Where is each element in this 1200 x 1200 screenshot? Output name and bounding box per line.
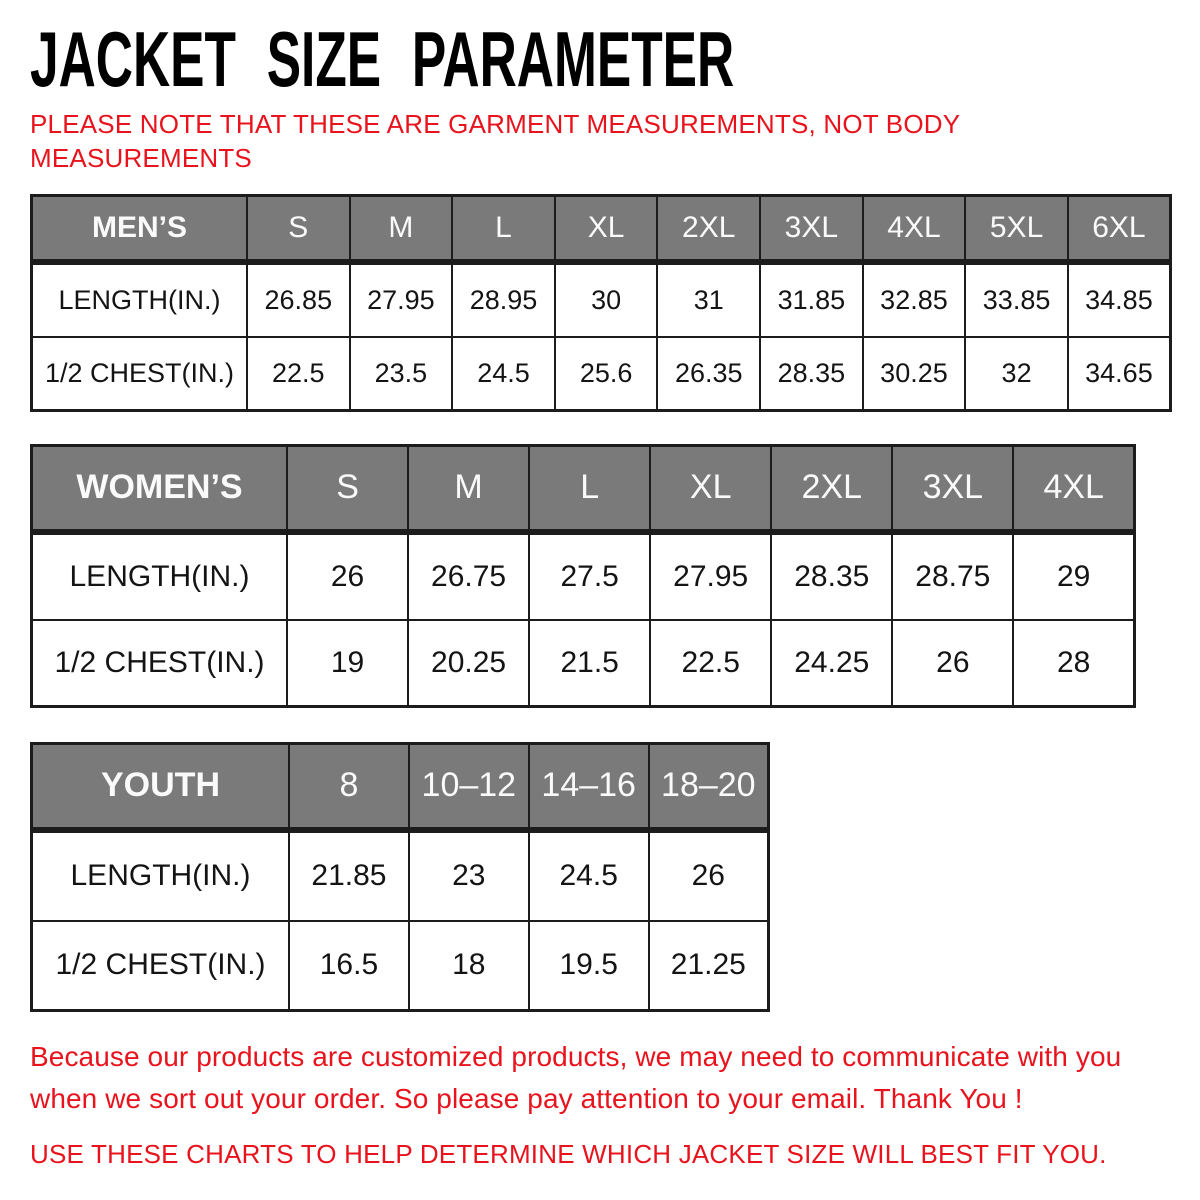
measurement-value-cell: 33.85 [965,262,1068,337]
mens-size-header-cell: 3XL [760,195,863,262]
womens-size-header-cell: 3XL [892,445,1013,532]
page-title: JACKET SIZE PARAMETER [30,15,735,103]
mens-size-header-cell: S [247,195,350,262]
measurement-value-cell: 32 [965,337,1068,411]
youth-group-title-cell: YOUTH [32,743,290,830]
measurement-value-cell: 26 [649,830,769,921]
youth-measurement-row [32,921,769,1011]
womens-size-header-cell: 4XL [1013,445,1134,532]
measurement-value-cell: 16.5 [289,921,409,1011]
mens-measurement-row [32,337,1171,411]
measurement-value-cell: 21.5 [529,620,650,707]
womens-header-row [32,445,1135,532]
measurement-value-cell: 24.5 [452,337,555,411]
youth-size-header-cell: 18–20 [649,743,769,830]
measurement-value-cell: 31.85 [760,262,863,337]
measurement-value-cell: 28.95 [452,262,555,337]
measurement-value-cell: 26 [287,532,408,620]
row-label-cell: LENGTH(IN.) [32,262,248,337]
mens-size-header-cell: 5XL [965,195,1068,262]
measurement-value-cell: 29 [1013,532,1134,620]
mens-size-header-cell: L [452,195,555,262]
measurement-value-cell: 23.5 [350,337,453,411]
measurement-value-cell: 24.25 [771,620,892,707]
measurement-value-cell: 27.5 [529,532,650,620]
customization-notice [30,1036,1200,1120]
row-label-cell: LENGTH(IN.) [32,532,288,620]
measurement-value-cell: 19 [287,620,408,707]
mens-header-row [32,195,1171,262]
mens-size-header-cell: 6XL [1068,195,1171,262]
womens-size-header-cell: XL [650,445,771,532]
row-label-cell: 1/2 CHEST(IN.) [32,921,290,1011]
youth-size-header-cell: 14–16 [529,743,649,830]
measurement-value-cell: 31 [657,262,760,337]
youth-header-row [32,743,769,830]
mens-group-title-cell: MEN’S [32,195,248,262]
mens-size-header-cell: XL [555,195,658,262]
measurement-value-cell: 34.65 [1068,337,1171,411]
womens-size-table [30,444,1136,708]
customization-notice-line-1: Because our products are customized products, we may need to communicate with you [30,1040,1122,1072]
mens-size-header-cell: 4XL [863,195,966,262]
womens-group-title-cell: WOMEN’S [32,445,288,532]
measurement-value-cell: 21.85 [289,830,409,921]
measurement-value-cell: 26.85 [247,262,350,337]
womens-size-header-cell: L [529,445,650,532]
measurement-value-cell: 26.75 [408,532,529,620]
mens-size-header-cell: 2XL [657,195,760,262]
measurement-value-cell: 28.35 [760,337,863,411]
measurement-value-cell: 21.25 [649,921,769,1011]
row-label-cell: 1/2 CHEST(IN.) [32,620,288,707]
measurement-value-cell: 22.5 [247,337,350,411]
customization-notice-line-2: when we sort out your order. So please pay attention to your email. Thank You ! [30,1082,1023,1114]
measurement-value-cell: 22.5 [650,620,771,707]
measurement-value-cell: 19.5 [529,921,649,1011]
garment-measurement-note [30,108,1200,176]
measurement-value-cell: 28 [1013,620,1134,707]
measurement-value-cell: 24.5 [529,830,649,921]
youth-size-table [30,742,770,1012]
measurement-value-cell: 28.35 [771,532,892,620]
mens-size-table [30,194,1172,412]
mens-size-header-cell: M [350,195,453,262]
measurement-value-cell: 23 [409,830,529,921]
chart-usage-hint: USE THESE CHARTS TO HELP DETERMINE WHICH JACKET SIZE WILL BEST FIT YOU. [30,1138,1107,1169]
mens-measurement-row [32,262,1171,337]
measurement-value-cell: 30.25 [863,337,966,411]
youth-size-header-cell: 8 [289,743,409,830]
youth-size-header-cell: 10–12 [409,743,529,830]
youth-measurement-row [32,830,769,921]
measurement-value-cell: 26 [892,620,1013,707]
measurement-value-cell: 27.95 [350,262,453,337]
measurement-value-cell: 32.85 [863,262,966,337]
womens-measurement-row [32,532,1135,620]
measurement-value-cell: 28.75 [892,532,1013,620]
womens-measurement-row [32,620,1135,707]
measurement-value-cell: 34.85 [1068,262,1171,337]
womens-size-header-cell: S [287,445,408,532]
measurement-value-cell: 18 [409,921,529,1011]
measurement-value-cell: 25.6 [555,337,658,411]
note-line-1: PLEASE NOTE THAT THESE ARE GARMENT MEASUREMENTS, NOT BODY [30,109,961,139]
measurement-value-cell: 27.95 [650,532,771,620]
note-line-2: MEASUREMENTS [30,142,252,173]
measurement-value-cell: 26.35 [657,337,760,411]
womens-size-header-cell: M [408,445,529,532]
row-label-cell: LENGTH(IN.) [32,830,290,921]
womens-size-header-cell: 2XL [771,445,892,532]
measurement-value-cell: 30 [555,262,658,337]
row-label-cell: 1/2 CHEST(IN.) [32,337,248,411]
measurement-value-cell: 20.25 [408,620,529,707]
